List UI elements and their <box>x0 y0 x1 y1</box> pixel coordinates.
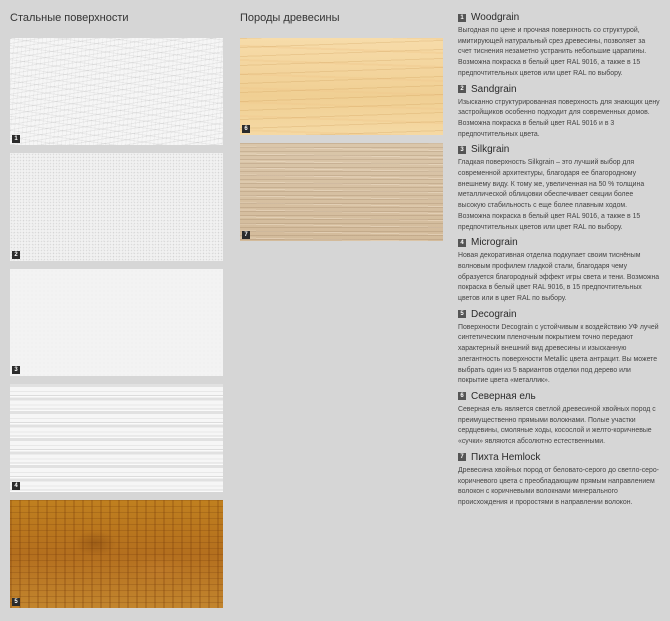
item-title: Пихта Hemlock <box>471 451 541 463</box>
item-text: Изысканно структурированная поверхность для знающих цену застройщиков особенно подходит для современных домов. Возможна покраска в белый цвет RAL 9016 и в 3 предпочтительных цвета. <box>458 98 660 138</box>
item-number: 5 <box>458 310 466 318</box>
swatch-silkgrain <box>10 269 223 376</box>
swatch-number: 5 <box>12 598 20 606</box>
item-title: Silkgrain <box>471 144 510 156</box>
swatch-number: 4 <box>12 482 20 490</box>
item-number: 1 <box>458 14 466 22</box>
swatch-number: 1 <box>12 135 20 143</box>
descriptions-column <box>458 12 660 513</box>
item-text: Северная ель является светлой древесиной хвойных пород с преимущественно прямыми волокнами. Полые участки сердцевины, смоляные ходы, косослой и желто-коричневые «сучки» являются абсолютно естественными. <box>458 405 656 446</box>
description-decograin <box>458 309 660 387</box>
steel-surfaces-title: Стальные поверхности <box>10 12 129 24</box>
item-title: Sandgrain <box>471 83 517 95</box>
item-text: Гладкая поверхность Silkgrain – это лучший выбор для современной архитектуры, благодаря ее благородному внешнему виду. К тому же, увеличенная на 50 % толщина металлической облицовки обеспечивает секции более высокую стабильность с еще более плавным ходом. Возможна покраска в белый цвет RAL 9016, а также в 15 предпочтительных цветов или цвет RAL по выбору. <box>458 159 645 231</box>
description-nordic-spruce <box>458 391 660 448</box>
item-text: Поверхности Decograin с устойчивым к воздействию УФ лучей синтетическим пленочным покрытием точно передают характерный внешний вид древесины и изысканную элегантность поверхности Metallic цвета антрацит. Вы можете выбрать один из 5 вариантов отделки под дерево или покрытие цвета «металлик». <box>458 323 659 385</box>
swatch-number: 3 <box>12 366 20 374</box>
item-text: Новая декоративная отделка подкупает своим тиснёным волновым профилем гладкой стали, благодаря чему образуется благородный эффект игры света и тени. Возможна покраска в белый цвет RAL 9016, в 15 предпочтительных цветов или в цвет RAL по выбору. <box>458 252 660 303</box>
swatch-number: 6 <box>242 125 250 133</box>
item-number: 2 <box>458 85 466 93</box>
swatch-woodgrain <box>10 38 223 145</box>
wood-types-title: Породы древесины <box>240 12 340 24</box>
swatch-hemlock-fir <box>240 143 443 241</box>
item-text: Выгодная по цене и прочная поверхность со структурой, имитирующей натуральный срез древесины, позволяет за счет тиснения незаметно устранить небольшие царапины. Возможна покраска в белый цвет RAL 9016, а также в 15 предпочтительных цветов или цвет RAL по выбору. <box>458 27 647 77</box>
description-micrograin <box>458 237 660 305</box>
item-number: 4 <box>458 239 466 247</box>
swatch-sandgrain <box>10 153 223 261</box>
description-silkgrain <box>458 144 660 233</box>
item-title: Северная ель <box>471 390 536 402</box>
swatch-decograin <box>10 500 223 608</box>
swatch-nordic-spruce <box>240 38 443 135</box>
item-title: Decograin <box>471 308 517 320</box>
swatch-number: 2 <box>12 251 20 259</box>
item-number: 3 <box>458 146 466 154</box>
item-text: Древесина хвойных пород от беловато-серого до светло-серо-коричневого цвета с преобладающим прямым направлением волокон с коричневыми волокнами минерального происхождения и проростями в направлении волокон. <box>458 466 659 506</box>
description-sandgrain <box>458 84 660 141</box>
swatch-number: 7 <box>242 231 250 239</box>
item-title: Woodgrain <box>471 12 520 23</box>
swatch-micrograin <box>10 384 223 492</box>
item-number: 6 <box>458 392 466 400</box>
description-hemlock-fir <box>458 452 660 509</box>
description-woodgrain <box>458 12 660 80</box>
item-title: Micrograin <box>471 237 518 249</box>
item-number: 7 <box>458 453 466 461</box>
